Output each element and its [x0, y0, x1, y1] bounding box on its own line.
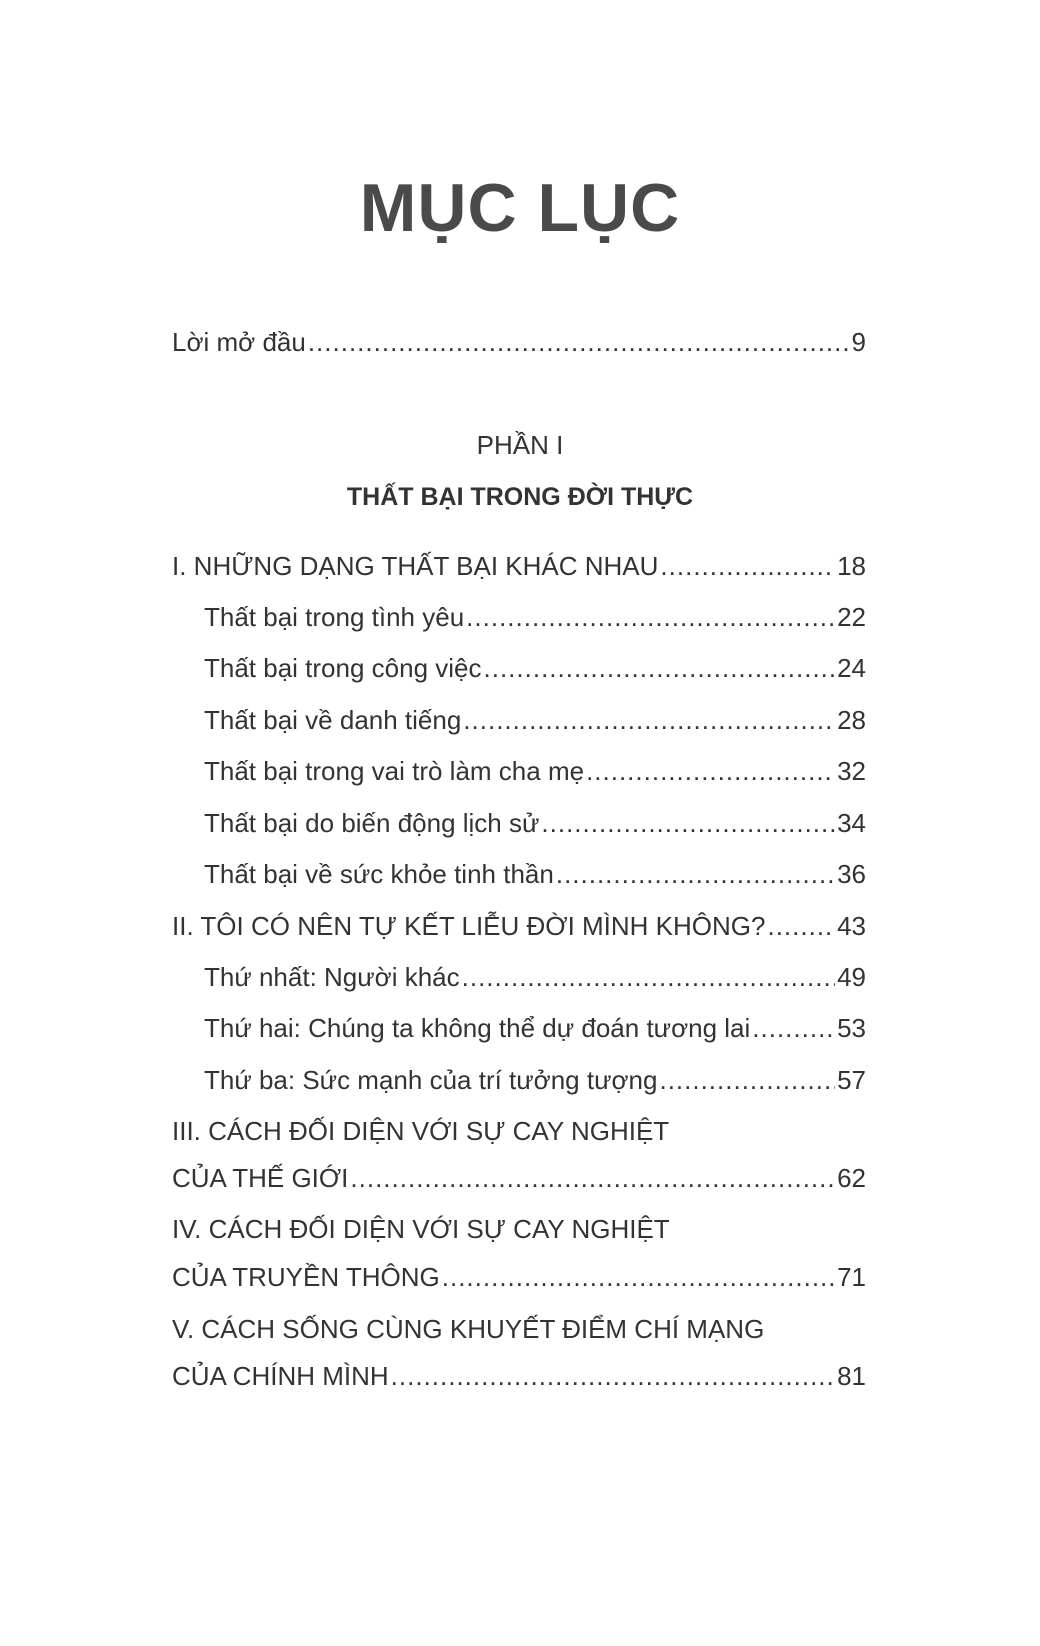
- dot-leader: [660, 546, 835, 586]
- toc-entry-page: 81: [837, 1361, 866, 1391]
- dot-leader: [767, 906, 835, 946]
- toc-entry-label: II. TÔI CÓ NÊN TỰ KẾT LIỄU ĐỜI MÌNH KHÔNG?: [172, 911, 766, 941]
- toc-entry-subsection[interactable]: [204, 597, 866, 637]
- toc-entry-page: 71: [837, 1262, 866, 1292]
- toc-entry-subsection[interactable]: [204, 957, 866, 997]
- toc-entry-subsection[interactable]: [204, 1008, 866, 1048]
- dot-leader: [752, 1008, 835, 1048]
- toc-entry-page: 43: [837, 911, 866, 941]
- toc-entry-subsection[interactable]: [204, 1060, 866, 1100]
- toc-entry-page: 32: [837, 756, 866, 786]
- toc-entry-label: CỦA TRUYỀN THÔNG: [172, 1262, 440, 1292]
- toc-entry-label: I. NHỮNG DẠNG THẤT BẠI KHÁC NHAU: [172, 551, 659, 581]
- dot-leader: [462, 957, 835, 997]
- toc-entry-page: 28: [837, 705, 866, 735]
- dot-leader: [586, 751, 835, 791]
- toc-entry-label: Thứ hai: Chúng ta không thể dự đoán tương lai: [204, 1013, 751, 1043]
- toc-entry-label: Thất bại trong vai trò làm cha mẹ: [204, 756, 585, 786]
- toc-entry-chapter-line1[interactable]: [172, 1111, 866, 1151]
- toc-entry-intro[interactable]: [172, 322, 866, 362]
- toc-entry-label: IV. CÁCH ĐỐI DIỆN VỚI SỰ CAY NGHIỆT: [172, 1214, 670, 1244]
- dot-leader: [391, 1356, 835, 1396]
- dot-leader: [442, 1257, 835, 1297]
- toc-entry-page: 62: [837, 1163, 866, 1193]
- toc-entry-chapter[interactable]: [172, 906, 866, 946]
- toc-entry-page: 9: [851, 327, 866, 357]
- toc-entry-page: 53: [837, 1013, 866, 1043]
- toc-entry-label: CỦA THẾ GIỚI: [172, 1163, 349, 1193]
- dot-leader: [350, 1158, 835, 1198]
- toc-entry-label: Thất bại do biến động lịch sử: [204, 808, 540, 838]
- toc-entry-label: Thất bại trong công việc: [204, 653, 482, 683]
- toc-entry-label: Thứ ba: Sức mạnh của trí tưởng tượng: [204, 1065, 658, 1095]
- toc-entry-subsection[interactable]: [204, 854, 866, 894]
- dot-leader: [466, 597, 835, 637]
- part-kicker: PHẦN I: [476, 430, 564, 460]
- dot-leader: [463, 700, 835, 740]
- toc-entry-page: 57: [837, 1065, 866, 1095]
- dot-leader: [541, 803, 835, 843]
- toc-entry-page: 22: [837, 602, 866, 632]
- toc-entry-chapter[interactable]: [172, 546, 866, 586]
- toc-entry-chapter[interactable]: [172, 1257, 866, 1297]
- toc-entry-chapter-line1[interactable]: [172, 1309, 866, 1349]
- toc-entry-label: III. CÁCH ĐỐI DIỆN VỚI SỰ CAY NGHIỆT: [172, 1116, 670, 1146]
- page-title: MỤC LỤC: [359, 170, 681, 246]
- dot-leader: [308, 322, 850, 362]
- part-title: THẤT BẠI TRONG ĐỜI THỰC: [346, 483, 694, 511]
- toc-entry-label: Thứ nhất: Người khác: [204, 962, 460, 992]
- toc-entry-subsection[interactable]: [204, 803, 866, 843]
- dot-leader: [659, 1060, 835, 1100]
- toc-entry-page: 49: [837, 962, 866, 992]
- toc-entry-page: 18: [837, 551, 866, 581]
- toc-entry-page: 24: [837, 653, 866, 683]
- toc-entry-subsection[interactable]: [204, 700, 866, 740]
- toc-entry-label: V. CÁCH SỐNG CÙNG KHUYẾT ĐIỂM CHÍ MẠNG: [172, 1314, 765, 1344]
- toc-entry-label: CỦA CHÍNH MÌNH: [172, 1361, 389, 1391]
- toc-entry-page: 36: [837, 859, 866, 889]
- dot-leader: [484, 648, 836, 688]
- toc-entry-chapter-line1[interactable]: [172, 1209, 866, 1249]
- toc-entry-subsection[interactable]: [204, 648, 866, 688]
- toc-entry-chapter[interactable]: [172, 1356, 866, 1396]
- toc-entry-page: 34: [837, 808, 866, 838]
- toc-entry-label: Thất bại trong tình yêu: [204, 602, 465, 632]
- toc-entry-subsection[interactable]: [204, 751, 866, 791]
- dot-leader: [556, 854, 835, 894]
- toc-entry-label: Thất bại về danh tiếng: [204, 705, 462, 735]
- toc-entry-chapter[interactable]: [172, 1158, 866, 1198]
- toc-entry-label: Lời mở đầu: [172, 327, 306, 357]
- toc-entry-label: Thất bại về sức khỏe tinh thần: [204, 859, 554, 889]
